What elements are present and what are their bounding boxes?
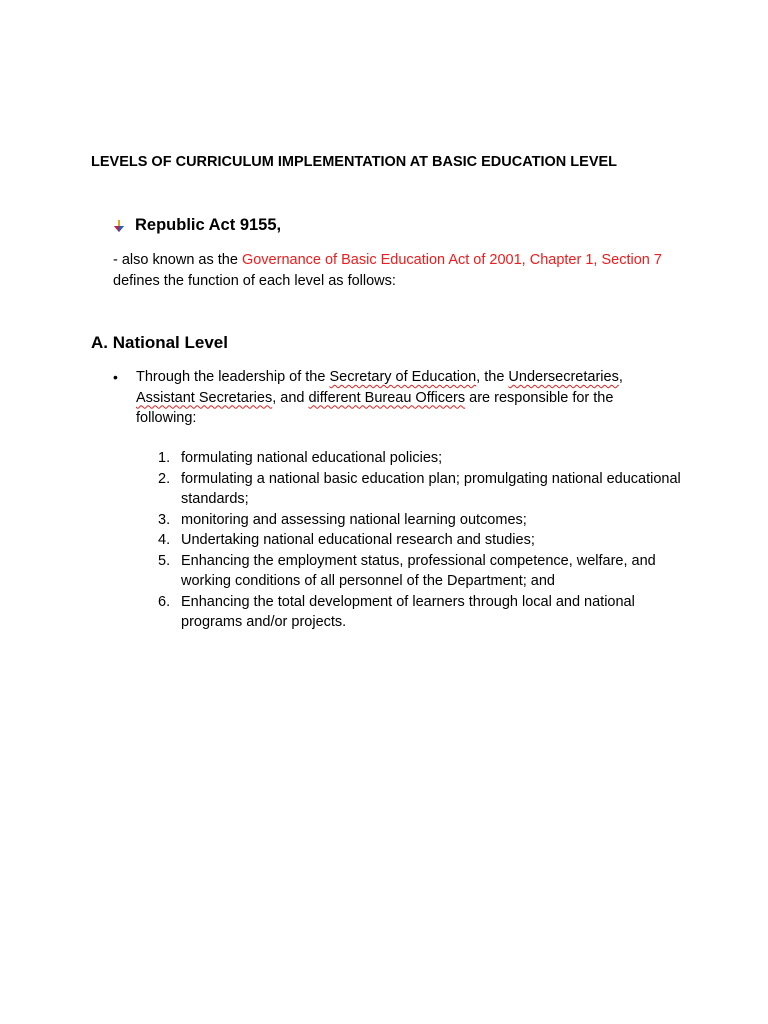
bureau-officers-text: different Bureau Officers	[308, 389, 466, 406]
republic-act-description	[113, 250, 683, 291]
list-item-text: Enhancing the employment status, professional competence, welfare, and working conditions of all personnel of the Department; and	[181, 552, 656, 589]
colored-arrow-icon	[113, 219, 125, 233]
bullet-text-part: Through the leadership of the	[136, 369, 330, 385]
list-item-number: 5.	[158, 552, 171, 569]
document-title: LEVELS OF CURRICULUM IMPLEMENTATION AT BASIC EDUCATION LEVEL	[91, 154, 618, 170]
list-item-number: 3.	[158, 511, 171, 528]
undersecretaries-text: Undersecretaries	[508, 369, 619, 385]
section-a-bullet	[113, 367, 653, 429]
republic-act-heading-row	[113, 216, 281, 235]
republic-act-desc-suffix: defines the function of each level as follows:	[113, 272, 396, 289]
list-item-number: 6.	[158, 593, 171, 610]
list-item	[155, 510, 685, 531]
responsibilities-list	[155, 448, 685, 633]
bullet-text-part: , and	[272, 389, 309, 406]
list-item	[155, 592, 685, 633]
list-item	[155, 530, 685, 551]
list-item-text: formulating national educational policies;	[181, 450, 443, 466]
list-item-number: 4.	[158, 532, 171, 548]
bullet-dot-icon: •	[113, 369, 118, 385]
bullet-text-part: ,	[618, 369, 623, 385]
list-item-text: monitoring and assessing national learning outcomes;	[181, 511, 527, 528]
list-item-text: Undertaking national educational research and studies;	[181, 532, 535, 548]
republic-act-heading: Republic Act 9155,	[135, 216, 282, 234]
republic-act-desc-prefix: - also known as the	[113, 252, 242, 268]
list-item-number: 1.	[158, 450, 171, 466]
list-item-number: 2.	[158, 470, 171, 487]
bullet-text-part: are responsible for the following:	[136, 389, 614, 426]
section-a-heading: A. National Level	[91, 333, 228, 352]
section-a-bullet-text	[136, 367, 653, 429]
list-item	[155, 448, 685, 469]
list-item-text: formulating a national basic education plan; promulgating national educational standards;	[181, 470, 681, 507]
list-item	[155, 551, 685, 592]
list-item	[155, 469, 685, 510]
republic-act-desc-highlight: Governance of Basic Education Act of 2001, Chapter 1, Section 7	[241, 252, 662, 268]
secretary-of-education-text: Secretary of Education	[329, 369, 477, 385]
list-item-text: Enhancing the total development of learners through local and national programs and/or projects.	[181, 593, 635, 630]
assistant-secretaries-text: Assistant Secretaries	[136, 389, 273, 406]
bullet-text-part: , the	[476, 369, 509, 385]
